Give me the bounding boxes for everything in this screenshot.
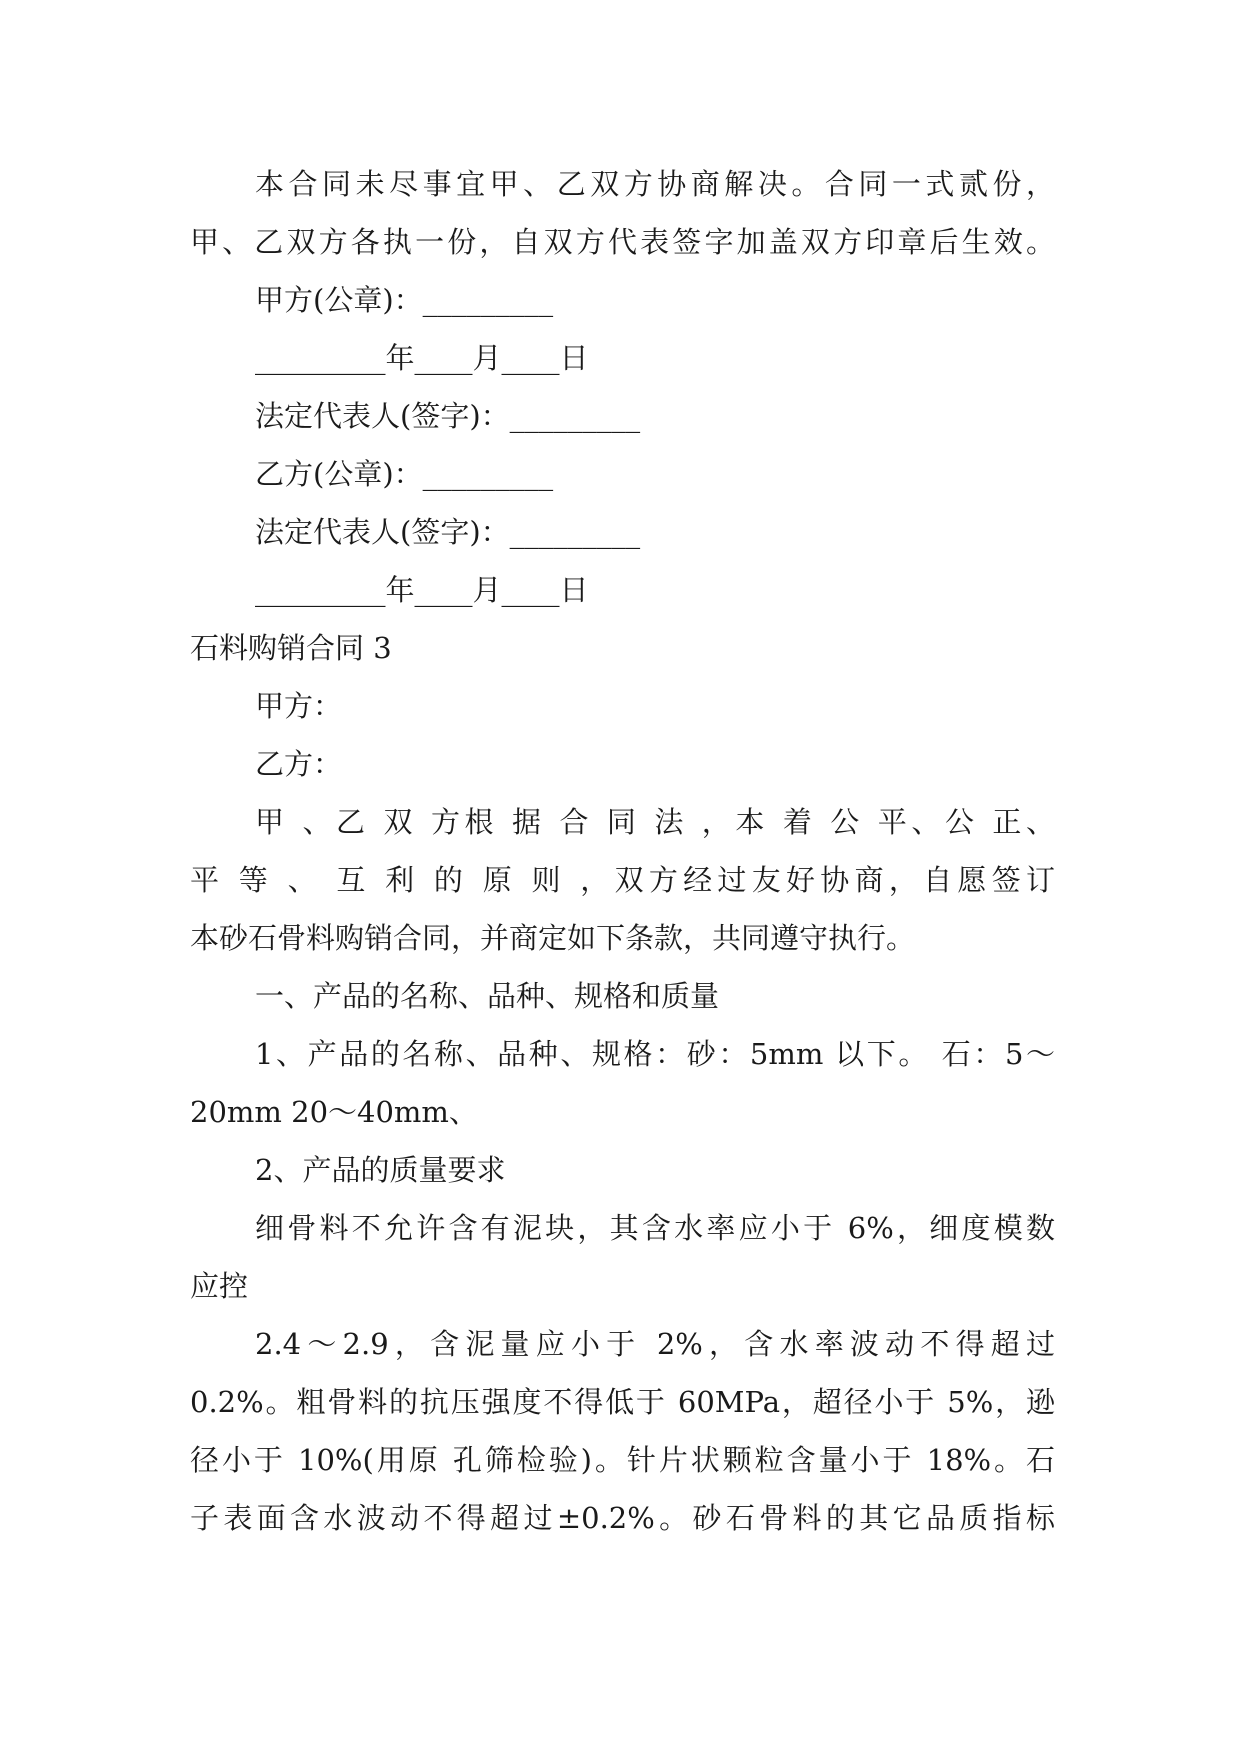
paragraph-line: 平 等 、 互 利 的 原 则 ，双方经过友好协商，自愿签订 [190, 863, 1055, 897]
paragraph-line: 0.2%。粗骨料的抗压强度不得低于 60MPa，超径小于 5%，逊 [190, 1385, 1055, 1419]
date-line: _________年____月____日 [255, 573, 589, 607]
party-a-seal-line: 甲方(公章)：_________ [255, 283, 554, 317]
paragraph-line: 甲 、乙 双 方根 据 合 同 法 ，本 着 公 平、公 正、 [255, 805, 1055, 839]
paragraph-line: 本合同未尽事宜甲、乙双方协商解决。合同一式贰份， [255, 167, 1055, 201]
clause-heading: 2、产品的质量要求 [255, 1153, 506, 1187]
paragraph-line: 甲、乙双方各执一份，自双方代表签字加盖双方印章后生效。 [190, 225, 1055, 259]
paragraph-line: 径小于 10%(用原 孔筛检验)。针片状颗粒含量小于 18%。石 [190, 1443, 1055, 1477]
clause-heading: 一、产品的名称、品种、规格和质量 [255, 979, 720, 1013]
date-line: _________年____月____日 [255, 341, 589, 375]
paragraph-line: 细骨料不允许含有泥块，其含水率应小于 6%，细度模数 [255, 1211, 1055, 1245]
party-b-seal-line: 乙方(公章)：_________ [255, 457, 554, 491]
paragraph-line: 子表面含水波动不得超过±0.2%。砂石骨料的其它品质指标 [190, 1501, 1055, 1535]
paragraph-line: 1、产品的名称、品种、规格：砂：5mm 以下。 石：5～ [255, 1037, 1055, 1071]
party-a-label: 甲方： [255, 689, 343, 723]
section-title: 石料购销合同 3 [190, 631, 392, 665]
paragraph-line: 2.4～2.9，含泥量应小于 2%，含水率波动不得超过 [255, 1327, 1055, 1361]
party-b-label: 乙方： [255, 747, 343, 781]
legal-rep-signature-line: 法定代表人(签字)：_________ [255, 515, 641, 549]
paragraph-line: 本砂石骨料购销合同，并商定如下条款，共同遵守执行。 [190, 921, 916, 955]
legal-rep-signature-line: 法定代表人(签字)：_________ [255, 399, 641, 433]
paragraph-line: 应控 [190, 1269, 249, 1303]
paragraph-line: 20mm 20～40mm、 [190, 1095, 478, 1129]
